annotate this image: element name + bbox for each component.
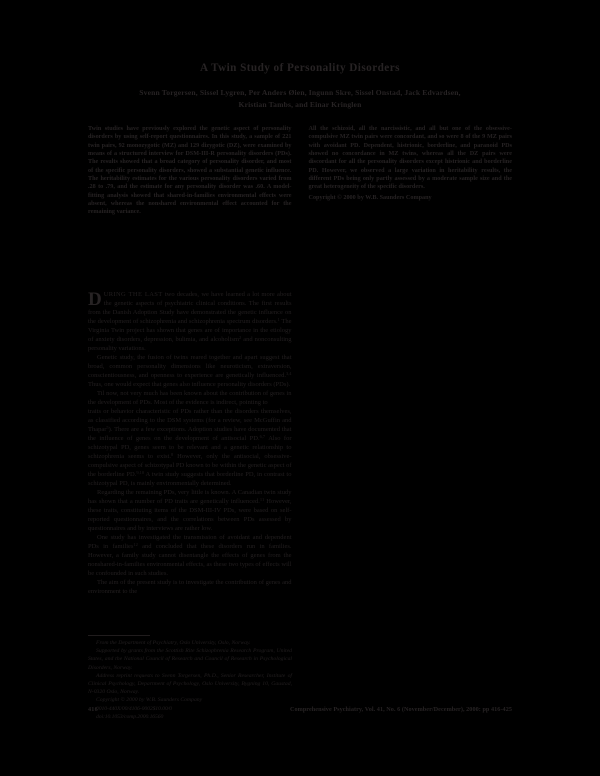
- paragraph-text-tail-3: However, only the antisocial, obsessive-compulsive aspect of schizotypal PD known to be within the genetic aspect of the borderline PD.: [88, 453, 292, 478]
- abstract-block: [88, 125, 512, 217]
- footnote-rule: [88, 635, 150, 636]
- paragraph-text-tail: Thus, one would expect that genes also influence personality disorders (PDs).: [88, 381, 291, 388]
- footnote-doi: doi:10.1053/comp.2000.16560: [96, 713, 164, 720]
- reference-marker: 1: [277, 317, 280, 323]
- author-list: [110, 87, 490, 111]
- opening-text: two decades, we have learned a lot more about the genetic aspects of psychiatric clinical conditions. The first results from the Danish Adoption Study have demonstrated the genetic influence on the development of schizophrenia and schizophrenia spectrum disorders.: [88, 291, 292, 325]
- opening-small-caps: URING THE LAST: [103, 291, 163, 298]
- reference-marker: 6,7: [259, 434, 266, 440]
- footnote-correspondence: Address reprint requests to Svenn Torgersen, Ph.D., Senior Researcher, Institute of Clinical Psychology, Department of Psychology, Oslo University, Bygning 10, Gaustad, N-0320 Oslo, Norway.: [88, 672, 292, 696]
- body-paragraph: [88, 389, 292, 407]
- author-line-1: Svenn Torgersen, Sissel Lygren, Per Anders Øien, Ingunn Skre, Sissel Onstad, Jack Edvardsen,: [139, 88, 461, 98]
- body-paragraph: [88, 488, 292, 533]
- footnote-affiliation: From the Department of Psychiatry, Oslo University, Oslo, Norway.: [96, 640, 251, 646]
- paragraph-text-tail: However, these traits, constituting items of the DSM-III-IV PDs, were based on self-reported questionnaires, and the correlations between PDs assessed by questionnaires and by interviews are rather low.: [88, 498, 292, 532]
- reference-marker: 2: [239, 335, 242, 341]
- paragraph-text: The aim of the present study is to investigate the contribution of genes and environment to the: [88, 579, 292, 595]
- page-footer: [88, 706, 512, 713]
- paragraph-text: One study has investigated the transmission of avoidant and dependent PDs in families: [88, 534, 292, 550]
- body-paragraph-opening: [88, 290, 292, 353]
- footnote-copyright: Copyright © 2000 by W.B. Saunders Company: [96, 697, 203, 704]
- paragraph-text-tail: and concluded that these disorders run in families. However, a family study cannot disentangle the effects of genes from the nonshared-in-families environmental effects, as these two types of effects will be confounded in such studies.: [88, 543, 292, 577]
- reference-marker: 5: [106, 425, 109, 431]
- title-block: [88, 62, 512, 111]
- opening-text-tail: The Virginia Twin project has shown that genes are of importance in the etiology of anxiety disorders, depression, bulimia, and alcoholism: [88, 318, 292, 343]
- paragraph-text: Regarding the remaining PDs, very little is known. A Canadian twin study has shown that a number of PD traits are genetically influenced.: [88, 489, 292, 505]
- reference-marker: 9,10: [136, 470, 145, 476]
- author-line-2: Kristian Tambs, and Einar Kringlen: [238, 100, 362, 110]
- page-number: 416: [88, 706, 98, 713]
- page-title: A Twin Study of Personality Disorders: [200, 62, 400, 74]
- drop-cap: D: [88, 289, 102, 310]
- reference-marker: 11: [259, 497, 265, 503]
- reference-marker: 3,4: [285, 371, 292, 377]
- body-paragraph: [88, 407, 292, 488]
- reference-marker: 8: [170, 452, 174, 458]
- page-content-frame: [88, 62, 512, 722]
- opening-text-tail-2: and nonconsulting personality variations.: [88, 336, 292, 352]
- journal-citation: Comprehensive Psychiatry, Vol. 41, No. 6 (November/December), 2000: pp 416-425: [289, 706, 512, 713]
- abstract-copyright: Copyright © 2000 by W.B. Saunders Company: [308, 194, 432, 201]
- paragraph-text-tail-2: Also for schizotypal PD, genes seem to be relevant and a genetic relationship to schizophrenia seems to exist.: [88, 435, 292, 460]
- footnote-issn: 0010-440X/00/4106-0002$10.00/0: [96, 705, 172, 712]
- paragraph-text-tail-4: A twin study suggests that borderline PD, in contrast to schizotypal PD, is mainly environmentally determined.: [88, 471, 292, 487]
- paragraph-text: traits or behavior characteristic of PDs rather than the disorders themselves, as classified according to the DSM systems (for a review, see McGuffin and Thapar: [88, 408, 292, 433]
- abstract-paragraph-2: All the schizoid, all the narcissistic, and all but one of the obsessive-compulsive MZ twin pairs were concordant, and so were 8 of the 9 MZ pairs with avoidant PD. Dependent, histrionic, borderline, and paranoid PDs showed no concordance in MZ twins, whereas all the DZ pairs were discordant for all the personality disorders except histrionic and borderline PD. However, we observed a large variation in heritability results, the different PDs being only partly assessed by a moderate sample size and the great heterogeneity of the specific disorders.: [308, 125, 512, 191]
- footnote-support: Supported by grants from the Scottish Rite Schizophrenia Research Program, United States, and the National Council of Research and Council of Research in Psychological Disorders, Norway.: [88, 648, 292, 671]
- body-paragraph: [88, 533, 292, 578]
- paragraph-text-tail: ). There are a few exceptions. Adoption studies have documented that the influence of genes on the development of antisocial PD.: [88, 426, 292, 442]
- body-paragraph: [88, 578, 292, 596]
- body-paragraph: [88, 353, 292, 389]
- abstract-paragraph-1: Twin studies have previously explored the genetic aspect of personality disorders by using self-report questionnaires. In this study, a sample of 221 twin pairs, 92 monozygotic (MZ) and 129 dizygotic (DZ), were examined by means of a structured interview for DSM-III-R personality disorders (PDs). The results showed that a broad category of personality disorder, and most of the specific personality disorders, showed a substantial genetic influence. The heritability estimates for the various personality disorders varied from .28 to .79, and the estimate for any personality disorder was .60. A model-fitting analysis showed that shared-in-families environmental effects were absent, whereas the nonshared environmental effect accounted for the remaining variance.: [88, 125, 292, 216]
- paragraph-text: Genetic study, the fusion of twins reared together and apart suggest that broad, common personality dimensions like neuroticism, extraversion, conscientiousness, and openness to experience are genetically influenced.: [88, 354, 292, 379]
- reference-marker: 12: [133, 542, 138, 548]
- paragraph-text: Til now, not very much has been known about the contribution of genes in the development of PDs. Most of the evidence is indirect, pointing to: [88, 390, 292, 406]
